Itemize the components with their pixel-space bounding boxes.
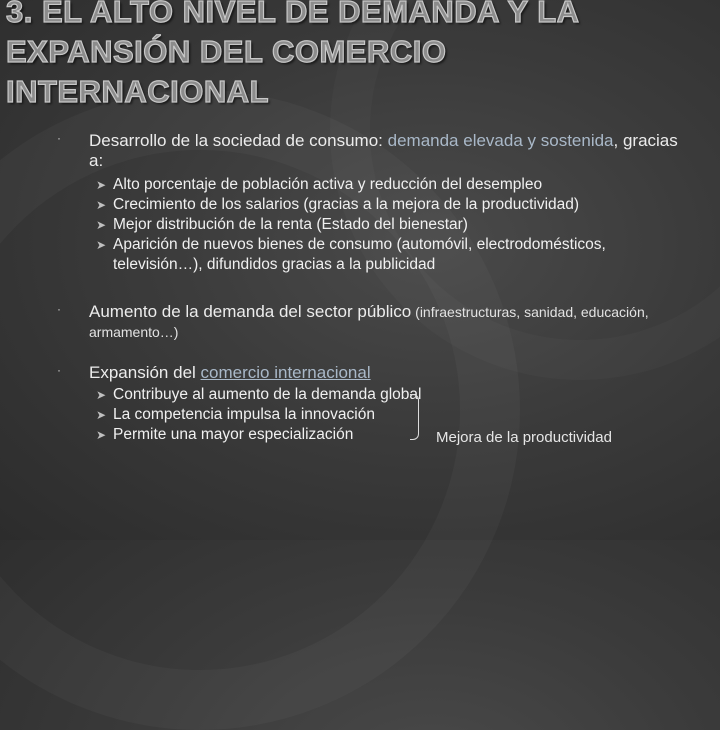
list-item: ➤ Contribuye al aumento de la demanda global	[96, 386, 422, 403]
list-item: ➤ Permite una mayor especialización	[96, 426, 354, 443]
bullet-dot-icon: ·	[57, 131, 61, 145]
list-item: ➤ Mejor distribución de la renta (Estado del bienestar)	[96, 216, 468, 233]
bullet-text: Expansión del comercio internacional	[89, 363, 371, 382]
title-line-1: 3. EL ALTO NIVEL DE DEMANDA Y LA	[6, 0, 580, 29]
productivity-note: Mejora de la productividad	[436, 429, 612, 446]
international-trade-link[interactable]: comercio internacional	[200, 363, 371, 382]
arrow-bullet-icon: ➤	[96, 218, 107, 232]
list-item: ➤ La competencia impulsa la innovación	[96, 406, 375, 423]
arrow-bullet-icon: ➤	[96, 388, 107, 402]
arrow-bullet-icon: ➤	[96, 198, 107, 212]
title-line-3: INTERNACIONAL	[6, 74, 270, 109]
list-item: ➤ Aparición de nuevos bienes de consumo (automóvil, electrodomésticos,	[96, 236, 606, 253]
bullet-text: Aumento de la demanda del sector público (infraestructuras, sanidad, educación, armamento…)	[89, 302, 649, 340]
arrow-bullet-icon: ➤	[96, 428, 107, 442]
bullet-text: Desarrollo de la sociedad de consumo: demanda elevada y sostenida, gracias a:	[89, 131, 678, 170]
bullet-dot-icon: ·	[57, 363, 61, 377]
arrow-bullet-icon: ➤	[96, 238, 107, 252]
slide-title	[6, 0, 716, 112]
arrow-bullet-icon: ➤	[96, 408, 107, 422]
arrow-bullet-icon: ➤	[96, 178, 107, 192]
bullet-dot-icon: ·	[57, 302, 61, 316]
list-item: ➤ Alto porcentaje de población activa y reducción del desempleo	[96, 176, 543, 193]
highlight-demand: demanda elevada y sostenida	[387, 131, 614, 150]
right-brace-icon	[410, 394, 419, 440]
sub-list-consumer	[96, 175, 696, 275]
list-item-continuation: televisión…), difundidos gracias a la publicidad	[113, 256, 436, 273]
title-line-2: EXPANSIÓN DEL COMERCIO	[6, 34, 447, 69]
list-item: ➤ Crecimiento de los salarios (gracias a la mejora de la productividad)	[96, 196, 580, 213]
